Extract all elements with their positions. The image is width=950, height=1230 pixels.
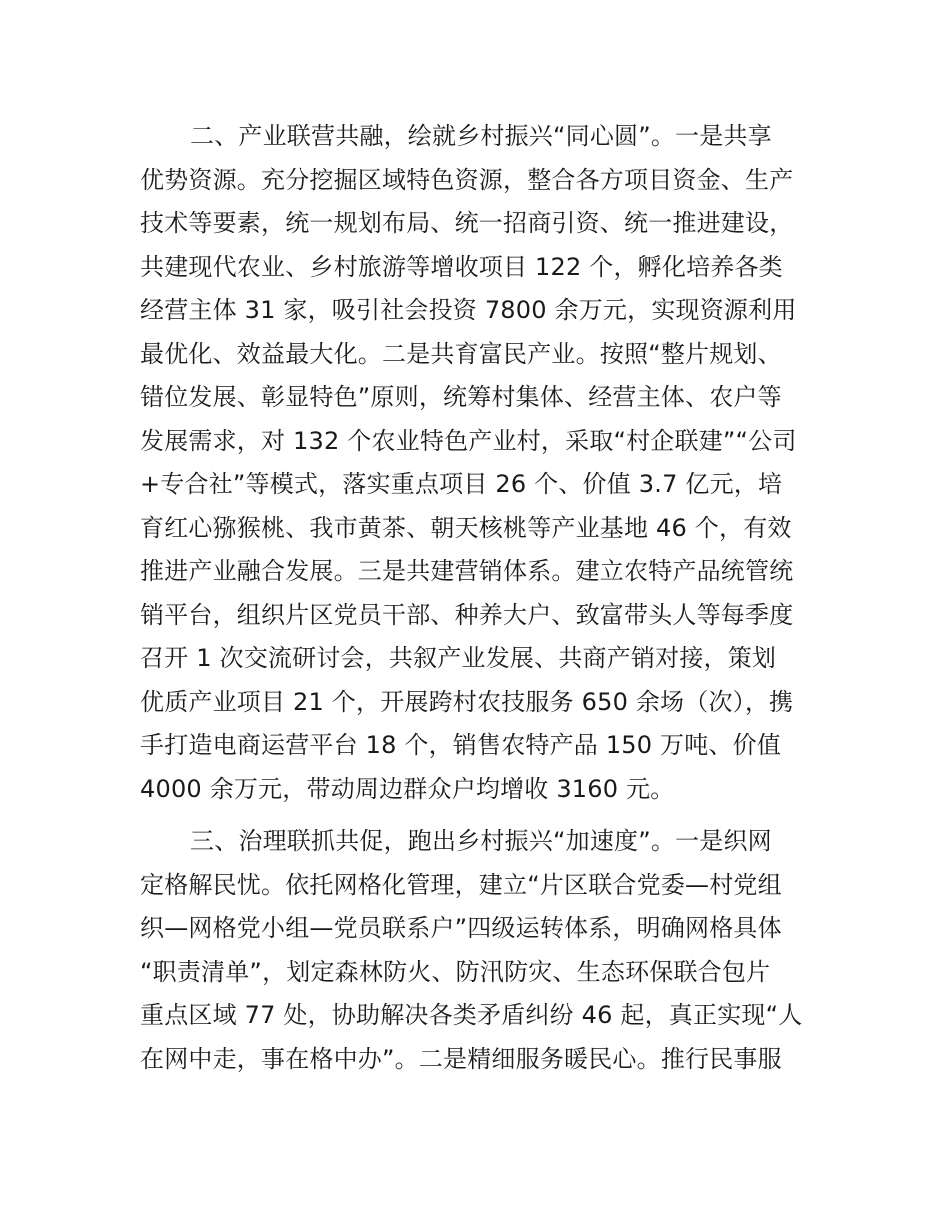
paragraph-industry	[140, 115, 812, 811]
paragraph-governance	[140, 820, 812, 1081]
paragraph-line: 育红心猕猴桃、我市黄茶、朝天核桃等产业基地 46 个，有效	[140, 513, 792, 542]
paragraph-line: 二、产业联营共融，绘就乡村振兴“同心圆”。一是共享	[190, 122, 772, 150]
paragraph-line: 4000 余万元，带动周边群众户均增收 3160 元。	[140, 774, 675, 803]
paragraph-line: 经营主体 31 家，吸引社会投资 7800 余万元，实现资源利用	[140, 296, 797, 324]
paragraph-line: 重点区域 77 处，协助解决各类矛盾纠纷 46 起，真正实现“人	[140, 1001, 803, 1029]
paragraph-line: 手打造电商运营平台 18 个，销售农特产品 150 万吨、价值	[140, 731, 782, 759]
paragraph-line: 在网中走，事在格中办”。二是精细服务暖民心。推行民事服	[140, 1044, 782, 1073]
paragraph-line: 优势资源。充分挖掘区域特色资源，整合各方项目资金、生产	[140, 165, 794, 194]
paragraph-line: 销平台，组织片区党员干部、种养大户、致富带头人等每季度	[140, 600, 794, 629]
paragraph-line: 召开 1 次交流研讨会，共叙产业发展、共商产销对接，策划	[140, 644, 777, 672]
paragraph-line: 发展需求，对 132 个农业特色产业村，采取“村企联建”“公司	[140, 426, 797, 455]
paragraph-line: 共建现代农业、乡村旅游等增收项目 122 个，孵化培养各类	[140, 252, 783, 281]
paragraph-line: 错位发展、彰显特色”原则，统筹村集体、经营主体、农户等	[140, 383, 782, 411]
paragraph-line: 技术等要素，统一规划布局、统一招商引资、统一推进建设，	[140, 209, 794, 237]
paragraph-line: 推进产业融合发展。三是共建营销体系。建立农特产品统管统	[140, 557, 794, 585]
paragraph-line: +专合社”等模式，落实重点项目 26 个、价值 3.7 亿元，培	[140, 470, 783, 498]
paragraph-line: “职责清单”，划定森林防火、防汛防灾、生态环保联合包片	[140, 957, 771, 986]
paragraph-line: 织—网格党小组—党员联系户”四级运转体系，明确网格具体	[140, 914, 782, 942]
paragraph-line: 三、治理联抓共促，跑出乡村振兴“加速度”。一是织网	[190, 827, 772, 855]
paragraph-line: 定格解民忧。依托网格化管理，建立“片区联合党委—村党组	[140, 870, 782, 899]
paragraph-line: 最优化、效益最大化。二是共育富民产业。按照“整片规划、	[140, 339, 782, 368]
paragraph-line: 优质产业项目 21 个，开展跨村农技服务 650 余场（次），携	[140, 687, 794, 716]
